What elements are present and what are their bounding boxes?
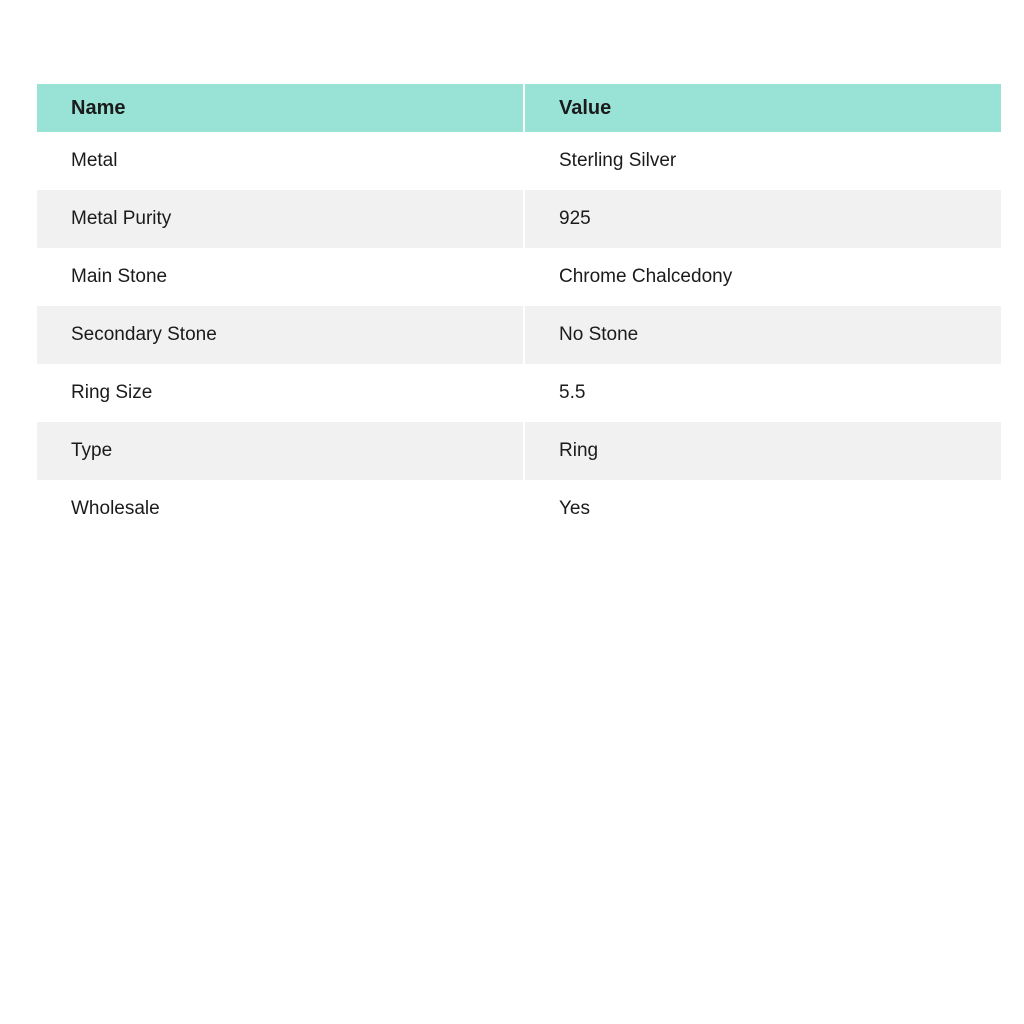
table-row	[37, 364, 1001, 422]
table-row	[37, 132, 1001, 190]
cell-value: Sterling Silver	[524, 132, 1001, 190]
table-header-row	[37, 84, 1001, 132]
cell-name: Main Stone	[71, 266, 168, 287]
cell-value: 925	[524, 190, 1001, 248]
table-row	[37, 248, 1001, 306]
cell-value: No Stone	[524, 306, 1001, 364]
table-row	[37, 306, 1001, 364]
table-header-name: Name	[71, 96, 126, 119]
cell-value: Ring	[524, 422, 1001, 480]
cell-value: 5.5	[524, 364, 1001, 422]
cell-name: Metal	[71, 150, 118, 171]
cell-name: Metal Purity	[71, 208, 172, 229]
table-row	[37, 190, 1001, 248]
table-header-value: Value	[524, 84, 1001, 132]
cell-value: Yes	[524, 480, 1001, 538]
table-row	[37, 480, 1001, 538]
cell-name: Wholesale	[71, 498, 160, 519]
cell-name: Secondary Stone	[71, 324, 217, 345]
table-row	[37, 422, 1001, 480]
cell-value: Chrome Chalcedony	[524, 248, 1001, 306]
product-spec-table	[37, 84, 1001, 538]
cell-name: Type	[71, 440, 113, 461]
table-body	[37, 132, 1001, 538]
cell-name: Ring Size	[71, 382, 153, 403]
